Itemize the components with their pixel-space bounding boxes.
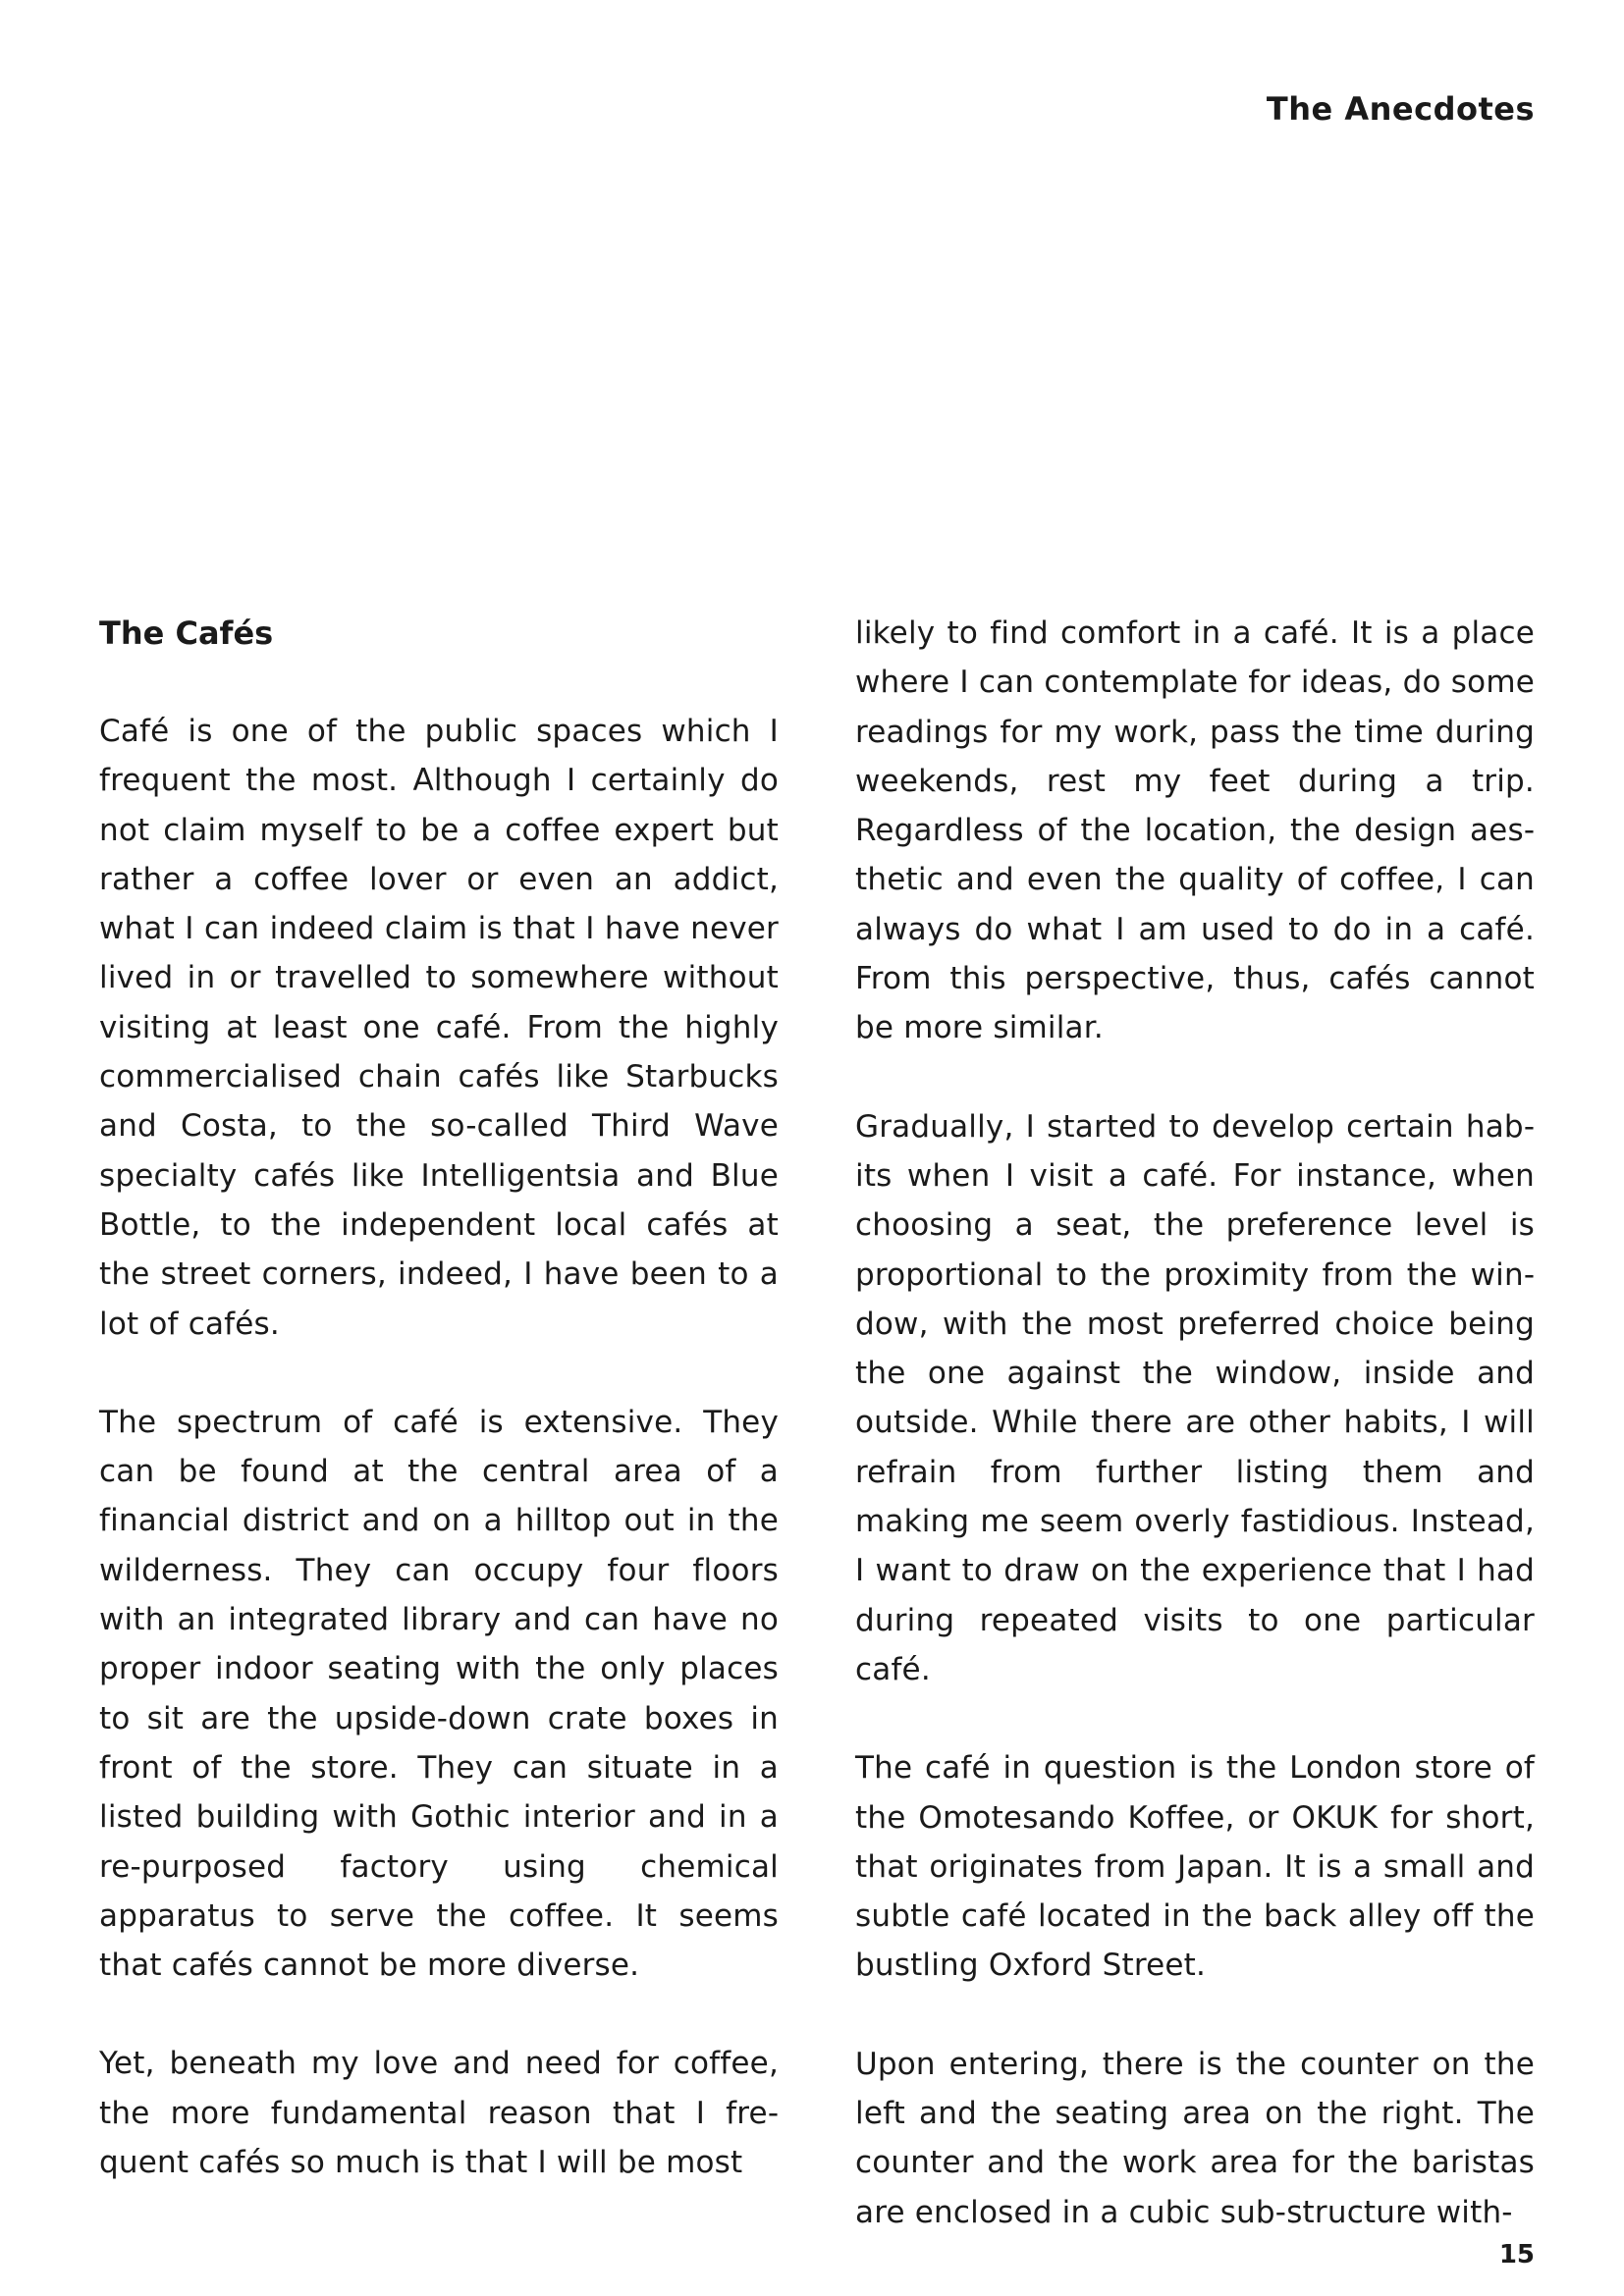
- paragraph: The café in question is the London store of the Omotesando Koffee, or OKUK for short, that originates from Japan. It is a small and subtle café located in the back alley off the bustling Oxford Street.: [855, 1750, 1535, 1984]
- paragraph: Café is one of the public spaces which I frequent the most. Although I certainly do not claim myself to be a coffee expert but rather a coffee lover or even an addict, what I can indeed claim is that I have never lived in or travelled to somewhere without visiting at least one café. From the highly commercialised chain cafés like Starbucks and Costa, to the so-called Third Wave specialty cafés like Intelligentsia and Blue Bottle, to the independent local cafés at the street corners, indeed, I have been to a lot of cafés.: [99, 714, 779, 1342]
- paragraph: Gradually, I started to develop certain habits when I visit a café. For instance, when choosing a seat, the preference level is proportional to the proximity from the window, with the most preferred choice being the one against the window, inside and outside. While there are other habits, I will refrain from further listing them and making me seem overly fastidious. Instead, I want to draw on the experience that I had during repeated visits to one particular café.: [855, 1108, 1535, 1687]
- right-column: [855, 609, 1535, 2237]
- section-title: The Cafés: [99, 614, 274, 652]
- page-number: 15: [1498, 2240, 1535, 2269]
- running-head: The Anecdotes: [1266, 90, 1535, 128]
- paragraph: Upon entering, there is the counter on the left and the seating area on the right. The counter and the work area for the baristas are enclosed in a cubic sub-structure with-: [855, 2046, 1535, 2230]
- paragraph: likely to find comfort in a café. It is a place where I can contemplate for ideas, do some readings for my work, pass the time during weekends, rest my feet during a trip. Regardless of the location, the design aesthetic and even the quality of coffee, I can always do what I am used to do in a café. From this perspective, thus, cafés cannot be more similar.: [855, 615, 1535, 1046]
- left-column: [99, 609, 779, 2187]
- paragraph: The spectrum of café is extensive. They can be found at the central area of a financial district and on a hilltop out in the wilderness. They can occupy four floors with an integrated library and can have no proper indoor seating with the only places to sit are the upside-down crate boxes in front of the store. They can situate in a listed building with Gothic interior and in a re-purposed factory using chemical apparatus to serve the coffee. It seems that cafés cannot be more diverse.: [99, 1404, 779, 1984]
- paragraph: Yet, beneath my love and need for coffee, the more fundamental reason that I frequent cafés so much is that I will be most: [99, 2046, 779, 2181]
